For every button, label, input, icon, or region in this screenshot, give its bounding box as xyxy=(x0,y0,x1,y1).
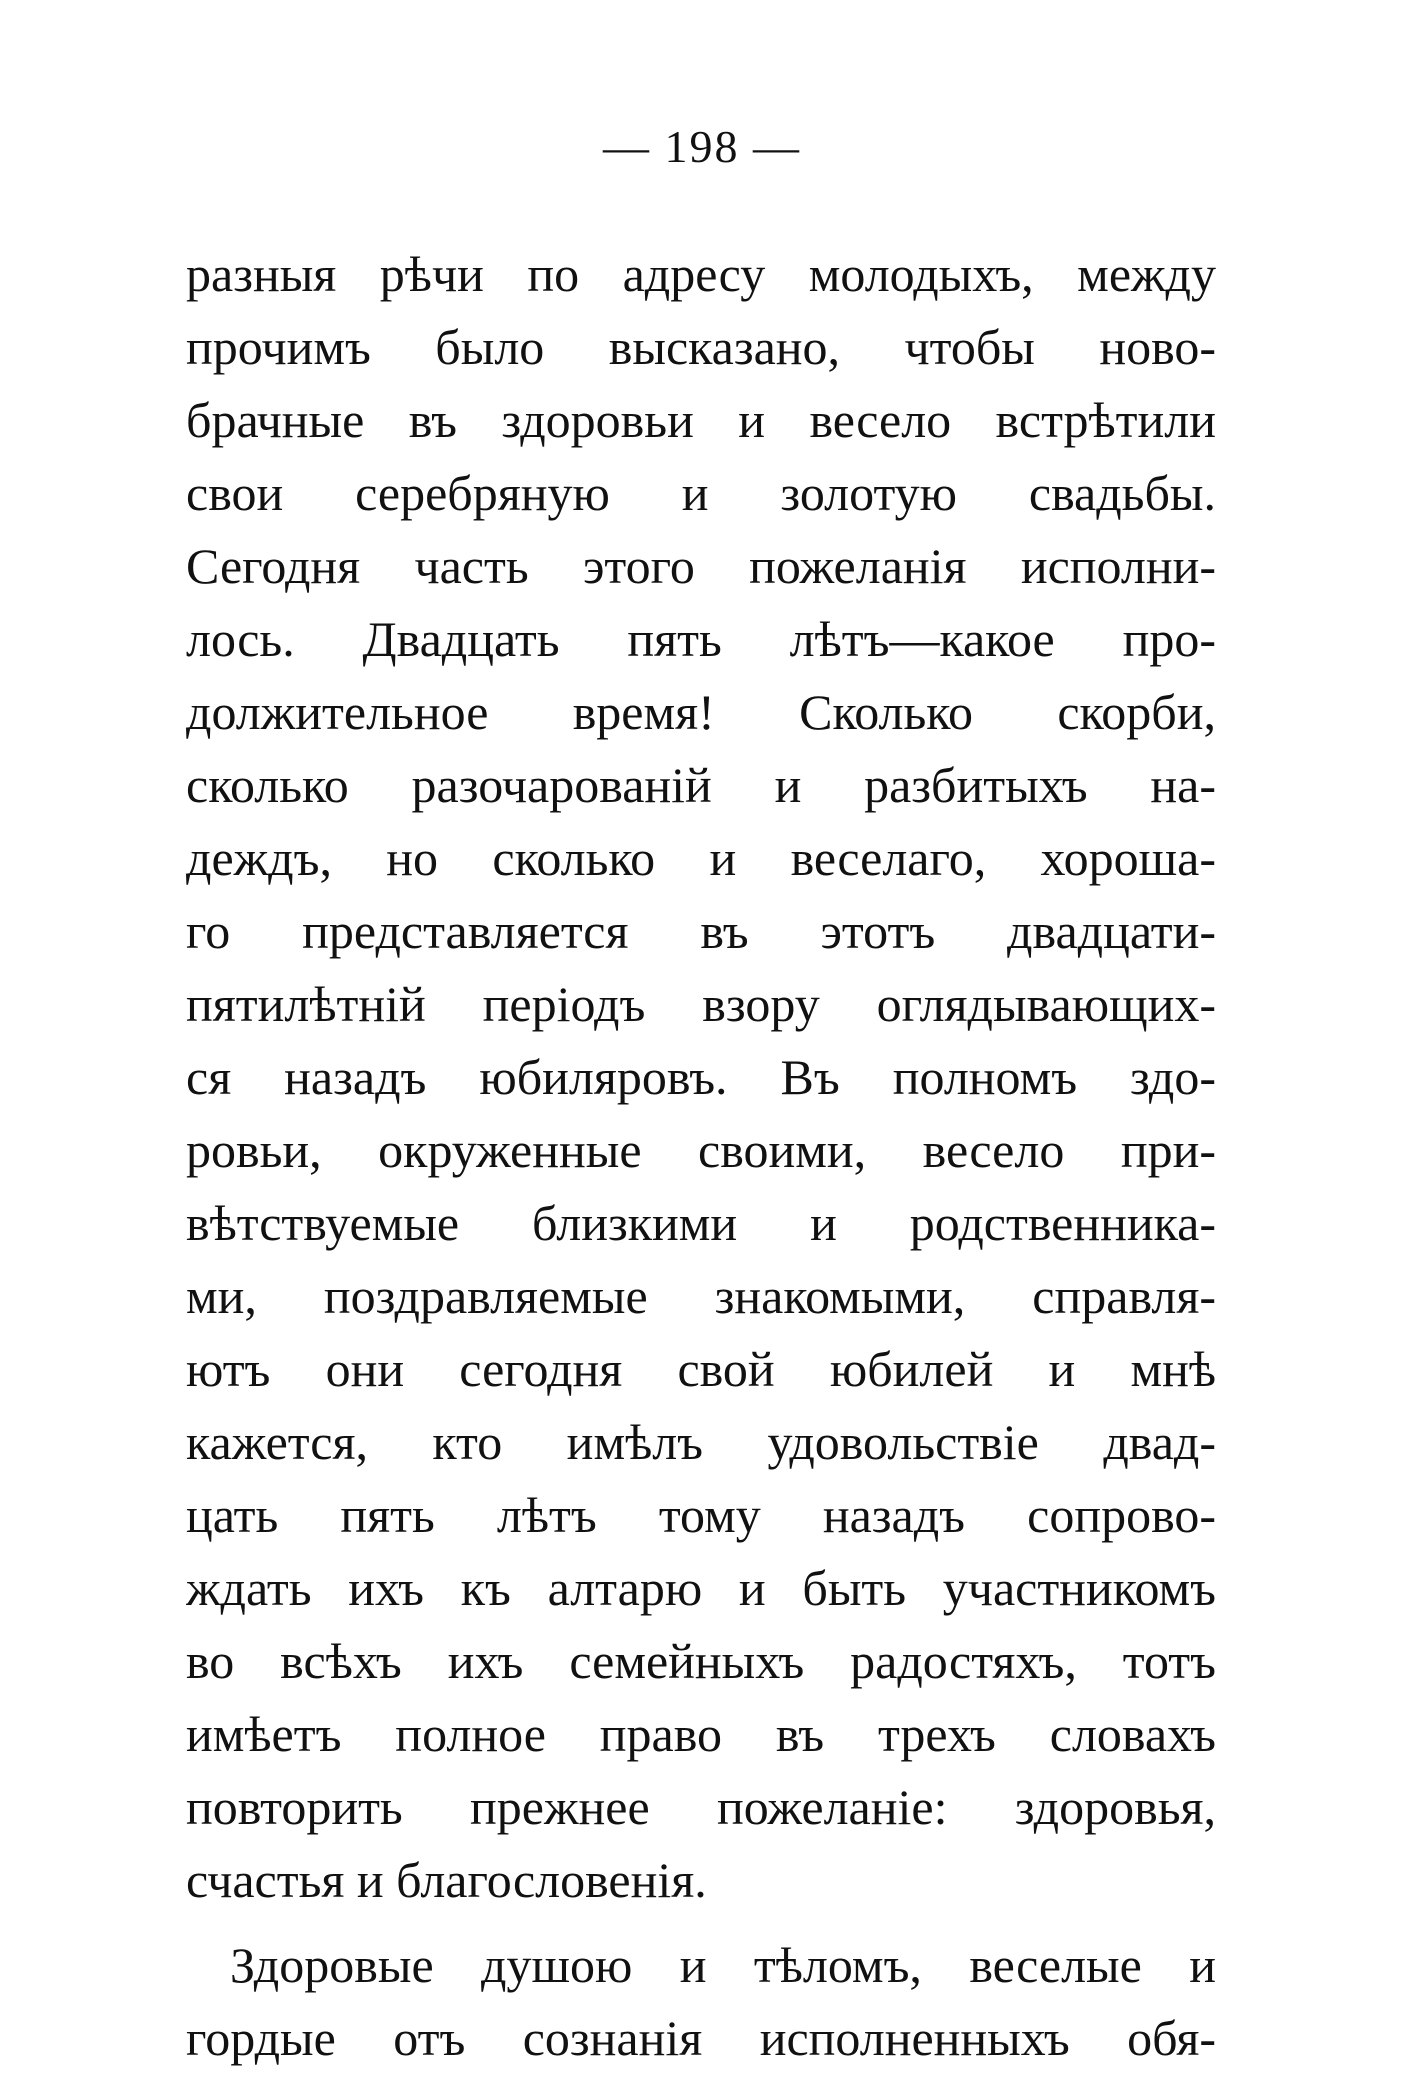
body-text xyxy=(186,238,1216,2075)
paragraph-gap xyxy=(186,1917,1216,1929)
text-line: пятилѣтній періодъ взору оглядывающих- xyxy=(186,976,1216,1032)
text-line: го представляется въ этотъ двадцати- xyxy=(186,903,1216,959)
text-line: имѣетъ полное право въ трехъ словахъ xyxy=(186,1706,1216,1762)
text-line: ся назадъ юбиляровъ. Въ полномъ здо- xyxy=(186,1049,1216,1105)
page-number: — 198 — xyxy=(603,121,801,172)
text-line: брачные въ здоровьи и весело встрѣтили xyxy=(186,392,1216,448)
text-line: свои серебряную и золотую свадьбы. xyxy=(186,465,1216,521)
paragraph-2 xyxy=(186,1929,1216,2075)
text-line: повторить прежнее пожеланіе: здоровья, xyxy=(186,1779,1216,1835)
text-line: деждъ, но сколько и веселаго, хороша- xyxy=(186,830,1216,886)
text-line: вѣтствуемые близкими и родственника- xyxy=(186,1195,1216,1251)
text-line: ровьи, окруженные своими, весело при- xyxy=(186,1122,1216,1178)
text-line: гордые отъ сознанія исполненныхъ обя- xyxy=(186,2010,1216,2066)
text-line: ютъ они сегодня свой юбилей и мнѣ xyxy=(186,1341,1216,1397)
text-line: лось. Двадцать пять лѣтъ—какое про- xyxy=(186,611,1216,667)
paragraph-1 xyxy=(186,238,1216,1917)
text-line: прочимъ было высказано, чтобы ново- xyxy=(186,319,1216,375)
text-line: должительное время! Сколько скорби, xyxy=(186,684,1216,740)
text-line: разныя рѣчи по адресу молодыхъ, между xyxy=(186,246,1216,302)
text-line: Здоровые душою и тѣломъ, веселые и xyxy=(230,1937,1216,1993)
text-line: Сегодня часть этого пожеланія исполни- xyxy=(186,538,1216,594)
text-line: кажется, кто имѣлъ удовольствіе двад- xyxy=(186,1414,1216,1470)
text-line: цать пять лѣтъ тому назадъ сопрово- xyxy=(186,1487,1216,1543)
text-line: ждать ихъ къ алтарю и быть участникомъ xyxy=(186,1560,1216,1616)
text-line: ми, поздравляемые знакомыми, справля- xyxy=(186,1268,1216,1324)
text-line: сколько разочарованій и разбитыхъ на- xyxy=(186,757,1216,813)
text-line: счастья и благословенія. xyxy=(186,1852,707,1908)
text-line: во всѣхъ ихъ семейныхъ радостяхъ, тотъ xyxy=(186,1633,1216,1689)
